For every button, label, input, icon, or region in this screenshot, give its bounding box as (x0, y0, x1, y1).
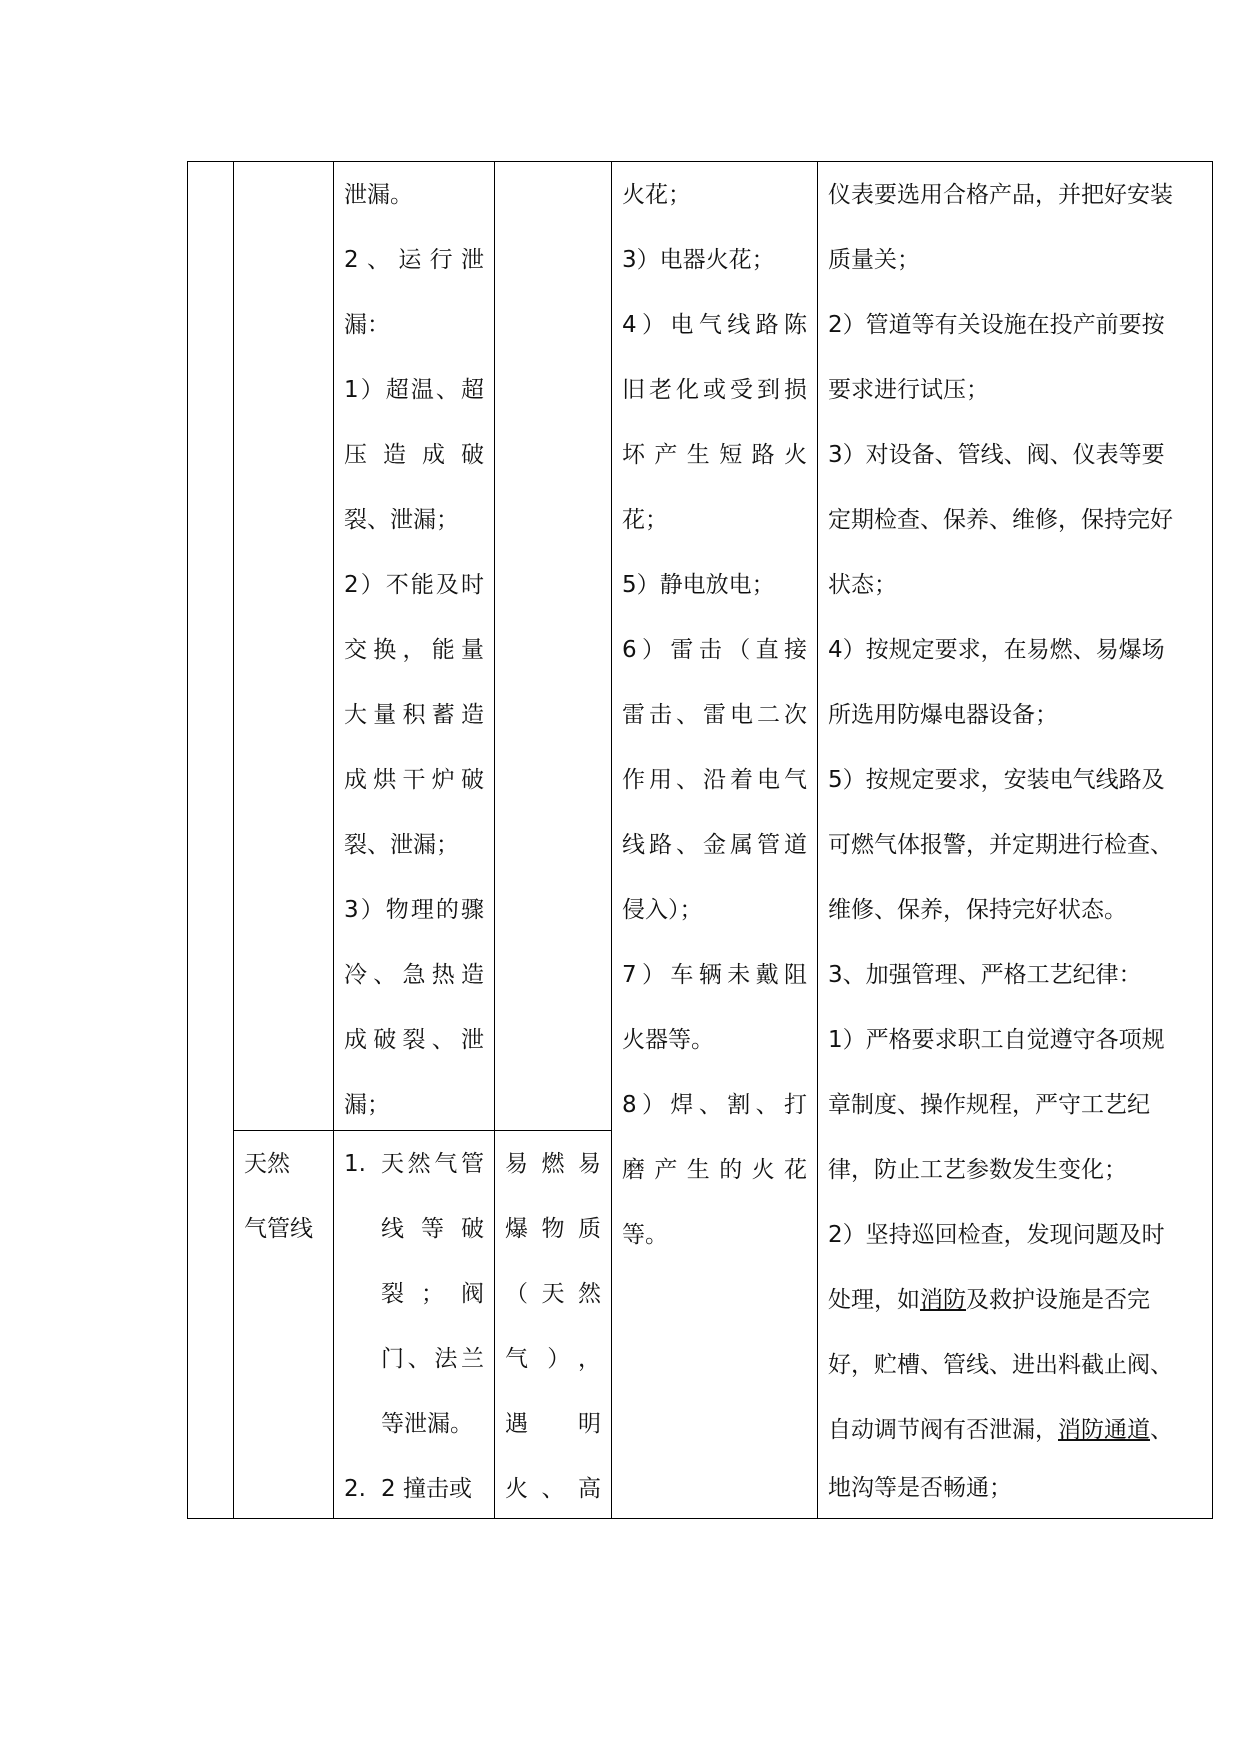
text-line: 压造成破 (344, 442, 484, 468)
text-line: 雷击、雷电二次 (622, 702, 807, 728)
table-left-border (187, 161, 188, 1519)
text-line: 漏； (344, 1092, 390, 1118)
ignition-cell (622, 163, 807, 1518)
text-line: 3）物理的骤 (344, 897, 484, 923)
list-number: 1. (344, 1151, 366, 1177)
text-line: 裂、泄漏； (344, 507, 459, 533)
text-line: 交换，能量 (344, 637, 484, 663)
text-line: 5）按规定要求，安装电气线路及 (828, 767, 1165, 793)
text-line: 火花； (622, 182, 691, 208)
text-line: 2、运行泄 (344, 247, 484, 273)
text-line: 火、高 (505, 1476, 601, 1502)
table-right-border (1212, 161, 1213, 1519)
measures-cell (828, 163, 1202, 1518)
text-line: 3）对设备、管线、阀、仪表等要 (828, 442, 1165, 468)
text-span: 、 (1150, 1417, 1173, 1443)
text-line: 天然 (244, 1151, 290, 1177)
text-line: 5）静电放电； (622, 572, 775, 598)
text-line: 线路、金属管道 (622, 832, 807, 858)
text-line: 坏产生短路火 (622, 442, 807, 468)
text-line: 所选用防爆电器设备； (828, 702, 1058, 728)
column-divider-3 (494, 161, 495, 1519)
text-line: 好，贮槽、管线、进出料截止阀、 (828, 1352, 1173, 1378)
text-line: 1）严格要求职工自觉遵守各项规 (828, 1027, 1165, 1053)
text-line: 气）， (505, 1346, 601, 1372)
text-line: 易燃易 (505, 1151, 601, 1177)
list-item (344, 1132, 484, 1197)
text-line: 6）雷击（直接 (622, 637, 807, 663)
text-line: （天然 (505, 1281, 601, 1307)
text-line: 侵入）； (622, 897, 703, 923)
text-line: 大量积蓄造 (344, 702, 484, 728)
text-line: 裂、泄漏； (344, 832, 459, 858)
column-divider-4 (611, 161, 612, 1519)
text-line: 4）按规定要求，在易燃、易爆场 (828, 637, 1165, 663)
text-line: 漏： (344, 312, 390, 338)
text-line: 等。 (622, 1222, 668, 1248)
text-line: 等泄漏。 (381, 1411, 473, 1437)
text-line: 要求进行试压； (828, 377, 989, 403)
text-line: 裂；阀 (381, 1281, 484, 1307)
text-line: 花； (622, 507, 668, 533)
text-line: 成烘干炉破 (344, 767, 484, 793)
causes-cell-bottom (344, 1132, 484, 1518)
text-line: 旧老化或受到损 (622, 377, 807, 403)
hazard-cell (505, 1132, 601, 1518)
text-line: 质量关； (828, 247, 920, 273)
text-line: 火器等。 (622, 1027, 714, 1053)
text-span: 处理，如 (828, 1287, 920, 1313)
text-line: 气管线 (244, 1216, 313, 1242)
text-line: 成破裂、泄 (344, 1027, 484, 1053)
text-line: 维修、保养，保持完好状态。 (828, 897, 1127, 923)
table-top-border (187, 161, 1213, 162)
table-bottom-border (187, 1518, 1213, 1519)
text-line (828, 1268, 1202, 1333)
underlined-text: 消防 (920, 1287, 966, 1313)
text-line: 3）电器火花； (622, 247, 775, 273)
text-line: 2 撞击或 (381, 1476, 472, 1502)
text-line: 可燃气体报警，并定期进行检查、 (828, 832, 1173, 858)
text-line (828, 1398, 1202, 1463)
underlined-text: 消防通道 (1058, 1417, 1150, 1443)
text-line: 8）焊、割、打 (622, 1092, 807, 1118)
column-divider-5 (817, 161, 818, 1519)
text-line: 4）电气线路陈 (622, 312, 807, 338)
text-span: 及救护设施是否完 (966, 1287, 1150, 1313)
text-line: 章制度、操作规程，严守工艺纪 (828, 1092, 1150, 1118)
text-line: 1）超温、超 (344, 377, 484, 403)
text-line: 线等破 (381, 1216, 484, 1242)
text-line: 7）车辆未戴阻 (622, 962, 807, 988)
text-line: 律，防止工艺参数发生变化； (828, 1157, 1127, 1183)
text-line: 泄漏。 (344, 182, 413, 208)
text-line: 天然气管 (381, 1151, 484, 1177)
text-line: 仪表要选用合格产品，并把好安装 (828, 182, 1173, 208)
text-span: 自动调节阀有否泄漏， (828, 1417, 1058, 1443)
text-line: 定期检查、保养、维修，保持完好 (828, 507, 1173, 533)
list-item (344, 1457, 484, 1522)
text-line: 2）管道等有关设施在投产前要按 (828, 312, 1165, 338)
text-line: 地沟等是否畅通； (828, 1475, 1012, 1501)
location-cell (244, 1132, 328, 1518)
text-line: 爆物质 (505, 1216, 601, 1242)
column-divider-2 (333, 161, 334, 1519)
text-line: 门、法兰 (381, 1346, 484, 1372)
list-number: 2. (344, 1476, 366, 1502)
text-line: 3、加强管理、严格工艺纪律： (828, 962, 1142, 988)
text-line: 状态； (828, 572, 897, 598)
text-line: 2）不能及时 (344, 572, 484, 598)
causes-cell-top (344, 163, 484, 1131)
text-line: 遇 明 (505, 1411, 601, 1437)
text-line: 冷、急热造 (344, 962, 484, 988)
text-line: 2）坚持巡回检查，发现问题及时 (828, 1222, 1165, 1248)
text-line: 作用、沿着电气 (622, 767, 807, 793)
column-divider-1 (233, 161, 234, 1519)
text-line: 磨产生的火花 (622, 1157, 807, 1183)
